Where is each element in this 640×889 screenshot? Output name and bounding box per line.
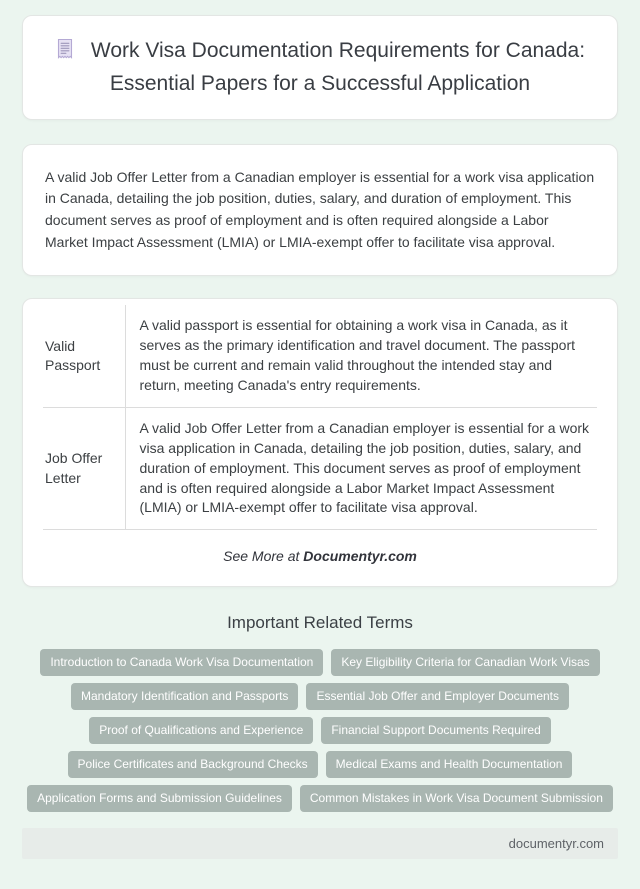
related-term-chip[interactable]: Financial Support Documents Required — [321, 717, 550, 744]
summary-card — [22, 144, 618, 277]
related-term-chip[interactable]: Common Mistakes in Work Visa Document Submission — [300, 785, 613, 812]
see-more-prefix: See More at — [223, 548, 304, 565]
related-term-chip[interactable]: Medical Exams and Health Documentation — [326, 751, 573, 778]
document-term: Valid Passport — [43, 305, 125, 407]
document-description: A valid passport is essential for obtaining a work visa in Canada, as it serves as the primary identification and travel document. The passport must be current and remain valid throughout the intended stay and return, meeting Canada's entry requirements. — [125, 305, 597, 407]
summary-text: A valid Job Offer Letter from a Canadian employer is essential for a work visa application in Canada, detailing the job position, duties, salary, and duration of employment. This document serves as proof of employment and is often required alongside a Labor Market Impact Assessment (LMIA) or LMIA-exempt offer to facilitate visa approval. — [45, 168, 595, 250]
see-more-line — [43, 548, 597, 564]
related-term-chip[interactable]: Introduction to Canada Work Visa Documentation — [40, 649, 323, 676]
see-more-site: Documentyr.com — [303, 548, 417, 565]
documents-table — [43, 305, 597, 530]
page-container — [22, 0, 618, 889]
related-term-chip[interactable]: Application Forms and Submission Guidelines — [27, 785, 292, 812]
footer-bar — [22, 828, 618, 859]
document-term: Job Offer Letter — [43, 407, 125, 529]
footer-domain: documentyr.com — [508, 836, 604, 852]
related-terms-heading: Important Related Terms — [227, 613, 413, 633]
documents-card — [22, 298, 618, 587]
table-row — [43, 305, 597, 407]
related-term-chip[interactable]: Key Eligibility Criteria for Canadian Work Visas — [331, 649, 599, 676]
related-term-chip[interactable]: Police Certificates and Background Checks — [68, 751, 318, 778]
receipt-icon — [55, 38, 75, 69]
related-term-chip[interactable]: Mandatory Identification and Passports — [71, 683, 298, 710]
related-term-chip[interactable]: Essential Job Offer and Employer Documents — [306, 683, 569, 710]
page-title-text: Work Visa Documentation Requirements for Canada: Essential Papers for a Successful Application — [90, 39, 586, 95]
document-description: A valid Job Offer Letter from a Canadian employer is essential for a work visa application in Canada, detailing the job position, duties, salary, and duration of employment. This document serves as proof of employment and is often required alongside a Labor Market Impact Assessment (LMIA) or LMIA-exempt offer to facilitate visa approval. — [125, 407, 597, 529]
title-card — [22, 15, 618, 120]
page-title — [53, 36, 587, 99]
table-row — [43, 407, 597, 529]
related-terms-list — [22, 649, 618, 812]
related-term-chip[interactable]: Proof of Qualifications and Experience — [89, 717, 313, 744]
